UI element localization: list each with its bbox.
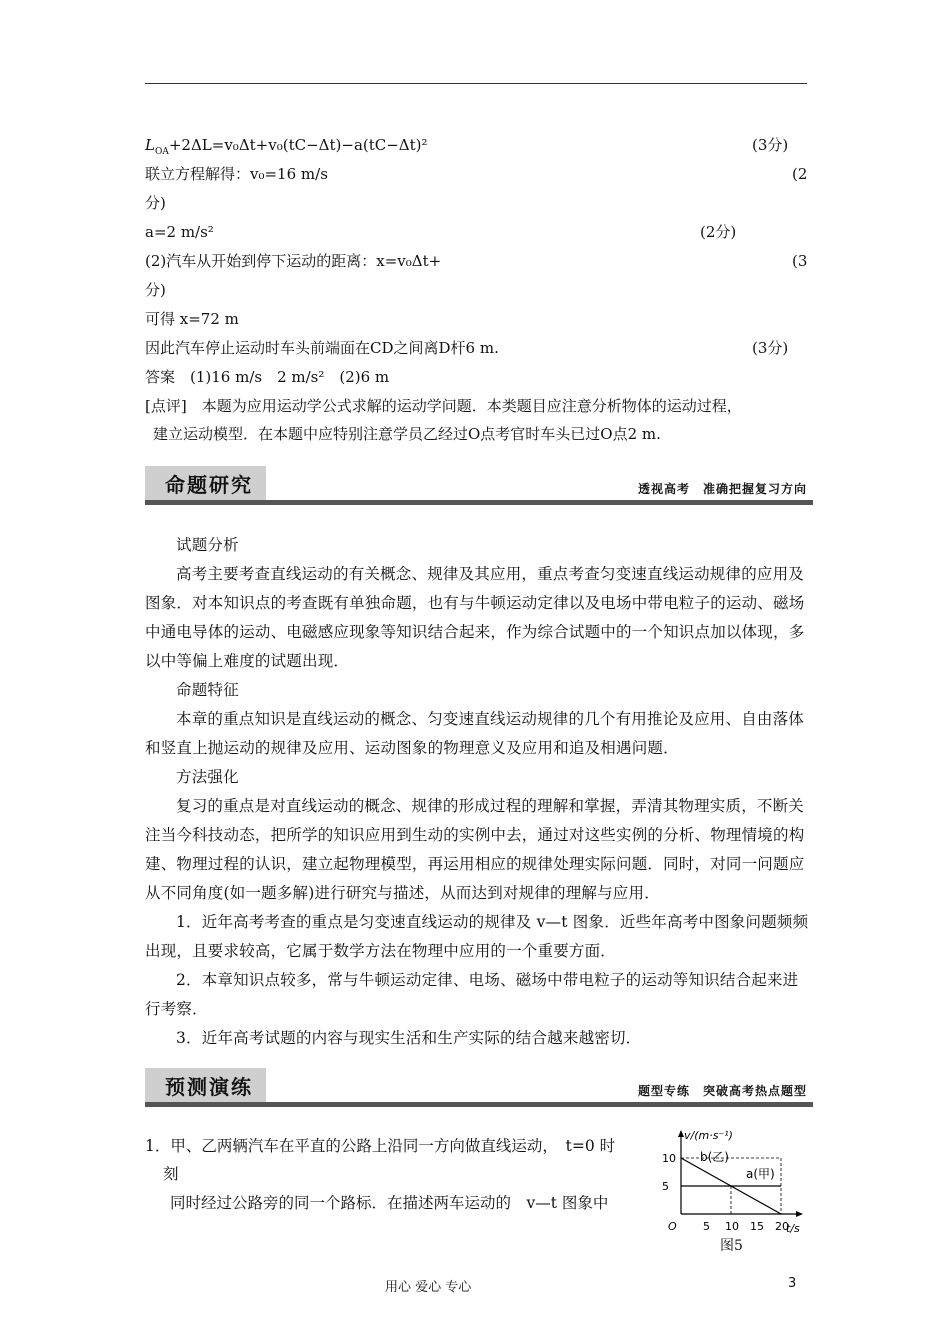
question-1-line-3: 同时经过公路旁的同一个路标．在描述两车运动的 v—t 图象中 xyxy=(170,1194,609,1212)
result-line: 可得 x=72 m xyxy=(145,310,239,328)
comment-line-1: [点评] 本题为应用运动学公式求解的运动学问题．本类题目应注意分析物体的运动过程， xyxy=(145,397,742,415)
a-value: a=2 m/s² xyxy=(145,223,214,241)
list-item-2: 2．本章知识点较多，常与牛顿运动定律、电场、磁场中带电粒子的运动等知识结合起来进行考察． xyxy=(145,971,799,1018)
y-tick-label: 5 xyxy=(662,1180,669,1193)
footer-motto: 用心 爱心 专心 xyxy=(385,1280,472,1295)
score-3: (2分) xyxy=(700,223,737,241)
series-label-b: b(乙) xyxy=(700,1150,729,1164)
y-axis-label: v/(m·s⁻¹) xyxy=(684,1129,733,1142)
eq-rest: +2ΔL=v₀Δt+v₀(tC−Δt)−a(tC−Δt)² xyxy=(168,136,428,154)
section-title: 命题研究 xyxy=(165,473,253,497)
page-number: 3 xyxy=(788,1276,797,1291)
equation-line xyxy=(145,135,428,162)
comment-line-2: 建立运动模型．在本题中应特别注意学员乙经过O点考官时车头已过O点2 m. xyxy=(153,425,661,443)
conclusion-line: 因此汽车停止运动时车头前端面在CD之间离D杆6 m. xyxy=(145,339,499,357)
paragraph-method: 复习的重点是对直线运动的概念、规律的形成过程的理解和掌握，弄清其物理实质，不断关注当今科技动态，把所学的知识应用到生动的实例中去，通过对这些实例的分析、物理情境的构建、物理过程的认识，建立起物理模型，再运用相应的规律处理实际问题．同时，对同一问题应从不同角度(如一题多解)进行研究与描述，从而达到对规律的理解与应用． xyxy=(145,797,805,902)
score-4b: 分) xyxy=(145,281,166,299)
origin-label: O xyxy=(668,1220,677,1233)
eq-L: L xyxy=(145,136,155,154)
x-tick-label: 20 xyxy=(775,1220,789,1233)
list-item-3: 3．近年高考试题的内容与现实生活和生产实际的结合越来越密切． xyxy=(176,1029,642,1047)
question-1-line-1: 1．甲、乙两辆汽车在平直的公路上沿同一方向做直线运动， t=0 时 xyxy=(145,1137,616,1155)
heading-method: 方法强化 xyxy=(176,768,239,786)
vt-graph xyxy=(660,1124,812,1236)
score-4a: (3 xyxy=(792,252,808,270)
score-2a: (2 xyxy=(792,165,808,183)
y-tick-label: 10 xyxy=(662,1152,676,1165)
section-subtitle: 题型专练 突破高考热点题型 xyxy=(637,1084,807,1098)
heading-analysis: 试题分析 xyxy=(176,536,239,554)
section-subtitle: 透视高考 准确把握复习方向 xyxy=(637,482,807,496)
score-5: (3分) xyxy=(752,339,789,357)
section-title: 预测演练 xyxy=(165,1075,253,1099)
heading-features: 命题特征 xyxy=(176,681,239,699)
header-rule xyxy=(145,1102,813,1107)
list-item-1: 1．近年高考考查的重点是匀变速直线运动的规律及 v—t 图象．近些年高考中图象问题频频出现，且要求较高，它属于数学方法在物理中应用的一个重要方面． xyxy=(145,913,809,960)
answer-line: 答案 (1)16 m/s 2 m/s² (2)6 m xyxy=(145,368,390,386)
part2-line: (2)汽车从开始到停下运动的距离：x=v₀Δt+ xyxy=(145,252,442,270)
section-header-research xyxy=(145,466,813,508)
figure-caption: 图5 xyxy=(720,1238,743,1254)
series-label-a: a(甲) xyxy=(746,1167,775,1181)
solve-line: 联立方程解得：v₀=16 m/s xyxy=(145,165,328,183)
score-2b: 分) xyxy=(145,194,166,212)
x-tick-label: 15 xyxy=(750,1220,764,1233)
paragraph-features: 本章的重点知识是直线运动的概念、匀变速直线运动规律的几个有用推论及应用、自由落体和竖直上抛运动的规律及应用、运动图象的物理意义及应用和追及相遇问题． xyxy=(145,710,805,757)
x-axis-label: t/s xyxy=(786,1222,800,1235)
score-1: (3分) xyxy=(752,136,789,154)
eq-sub: OA xyxy=(154,147,169,157)
header-rule xyxy=(145,500,813,505)
top-rule xyxy=(145,83,807,84)
x-axis-arrow-icon xyxy=(796,1211,803,1217)
x-tick-label: 5 xyxy=(703,1220,710,1233)
x-tick-label: 10 xyxy=(725,1220,739,1233)
section-header-practice xyxy=(145,1068,813,1110)
question-1-line-2: 刻 xyxy=(163,1165,179,1183)
paragraph-analysis: 高考主要考查直线运动的有关概念、规律及其应用，重点考查匀变速直线运动规律的应用及图象．对本知识点的考查既有单独命题，也有与牛顿运动定律以及电场中带电粒子的运动、磁场中通电导体的运动、电磁感应现象等知识结合起来，作为综合试题中的一个知识点加以体现，多以中等偏上难度的试题出现． xyxy=(145,565,805,670)
